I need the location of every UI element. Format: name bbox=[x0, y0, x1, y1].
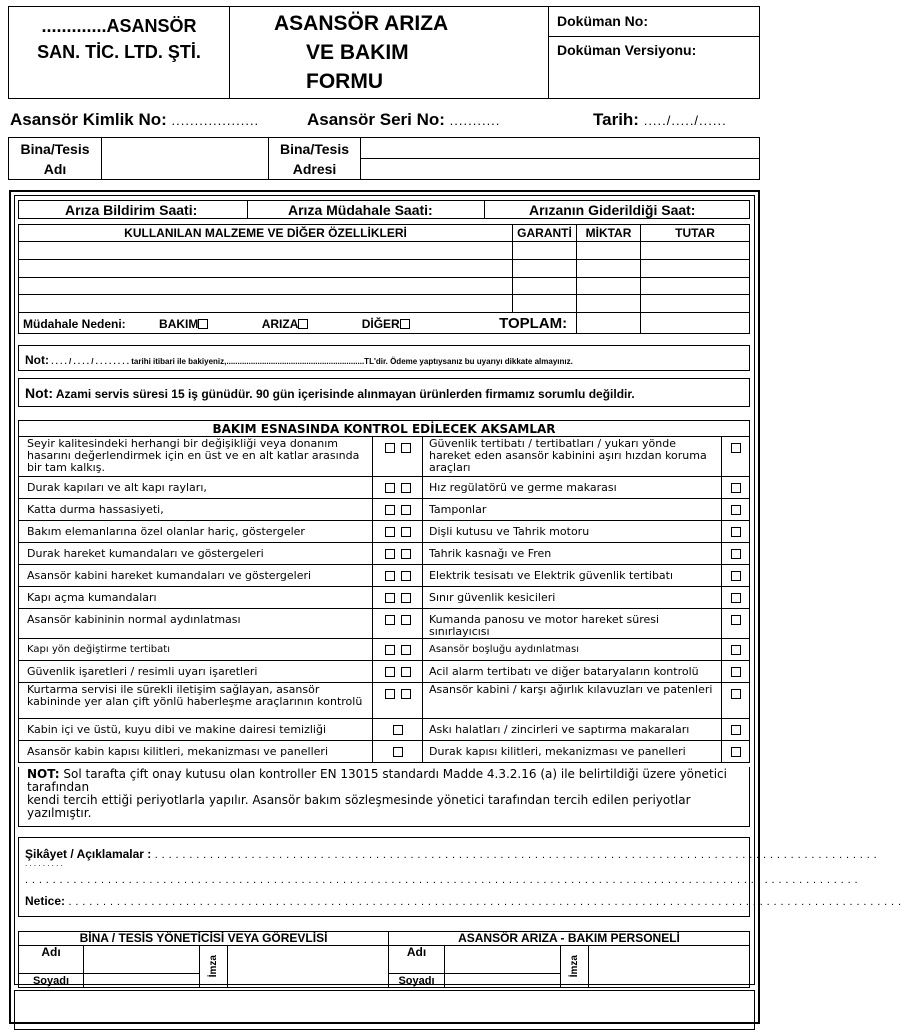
checklist-left-checkboxes bbox=[373, 499, 423, 521]
materials-header-qty: MİKTAR bbox=[577, 225, 641, 242]
checklist-table bbox=[18, 420, 750, 763]
time-table bbox=[18, 200, 750, 219]
right-name-input[interactable] bbox=[445, 946, 561, 974]
checklist-row bbox=[19, 565, 750, 587]
checklist-row bbox=[19, 719, 750, 741]
table-row[interactable] bbox=[19, 242, 750, 260]
complaints-line-2[interactable]: . . . . . . . . . . . . . . . . . . . . . . . . . . . . . . . . . . . . . . . . . . . . . . . . . . . . . . . . . . . . . . . . . . . . . . . . . . . . . . . . . . . . . . . . . . . . . . . . . . . . . . . . . . . . . . . . . . . . . . . . . bbox=[25, 874, 858, 886]
left-name-input[interactable] bbox=[84, 946, 200, 974]
checklist-left-text: Katta durma hassasiyeti, bbox=[19, 499, 373, 521]
checklist-note-text-2: kendi tercih ettiği periyotlarla yapılır. Asansör bakım sözleşmesinde yönetici tarafından tercih edilen periyotlar yazılmıştır. bbox=[27, 793, 691, 820]
checkbox[interactable] bbox=[393, 725, 403, 735]
checkbox[interactable] bbox=[393, 747, 403, 757]
resolved-time-cell[interactable]: Arızanın Giderildiği Saat: bbox=[485, 201, 750, 219]
elevator-id-label: Asansör Kimlik No: bbox=[10, 110, 167, 129]
checklist-left-text: Asansör kabini hareket kumandaları ve göstergeleri bbox=[19, 565, 373, 587]
checklist-row bbox=[19, 521, 750, 543]
intervention-reason-label: Müdahale Nedeni: bbox=[23, 316, 126, 331]
service-note-box bbox=[18, 378, 750, 407]
checklist-left-checkboxes bbox=[373, 543, 423, 565]
checklist-right-text: Acil alarm tertibatı ve diğer bataryaların kontrolü bbox=[423, 661, 722, 683]
checkbox[interactable] bbox=[731, 571, 741, 581]
checklist-left-text: Kapı yön değiştirme tertibatı bbox=[19, 639, 373, 661]
complaints-box bbox=[18, 837, 901, 917]
total-amount-input[interactable] bbox=[641, 313, 750, 334]
checklist-right-checkbox bbox=[722, 661, 750, 683]
checklist-right-checkbox bbox=[722, 477, 750, 499]
checklist-note bbox=[18, 767, 750, 827]
checklist-left-checkboxes bbox=[373, 609, 423, 639]
table-row[interactable] bbox=[19, 278, 750, 295]
checklist-note-text: Sol tarafta çift onay kutusu olan kontroller EN 13015 standardı Madde 4.3.2.16 (a) ile belirtildiği üzere yönetici tarafından bbox=[27, 767, 727, 794]
checklist-left-text: Kapı açma kumandaları bbox=[19, 587, 373, 609]
total-label: TOPLAM: bbox=[499, 314, 568, 332]
checklist-left-checkboxes bbox=[373, 683, 423, 719]
table-row[interactable] bbox=[19, 295, 750, 313]
elevator-id-field[interactable] bbox=[10, 110, 259, 130]
checkbox[interactable] bbox=[385, 593, 395, 603]
balance-note-text: . . . . / . . . . / . . . . . . . . tarihi itibari ile bakiyeniz,..............................................................TL'dir. Ödeme yaptıysanız bu uyarıyı dikkate almayınız. bbox=[49, 357, 573, 366]
checkbox[interactable] bbox=[385, 571, 395, 581]
header-divider-3 bbox=[548, 36, 760, 37]
checklist-row bbox=[19, 587, 750, 609]
checklist-right-checkbox bbox=[722, 587, 750, 609]
checkbox[interactable] bbox=[731, 615, 741, 625]
checklist-row bbox=[19, 683, 750, 719]
company-name bbox=[10, 13, 228, 65]
result-label: Netice: bbox=[25, 894, 66, 908]
doc-version-label: Doküman Versiyonu: bbox=[557, 42, 697, 58]
elevator-serial-label: Asansör Seri No: bbox=[307, 110, 445, 129]
checklist-right-checkbox bbox=[722, 499, 750, 521]
reason-option-bakim[interactable]: BAKIM bbox=[159, 317, 208, 331]
building-name-input[interactable] bbox=[102, 138, 269, 180]
checkbox[interactable] bbox=[401, 527, 411, 537]
checklist-left-checkboxes bbox=[373, 437, 423, 477]
left-surname-input[interactable] bbox=[84, 974, 200, 988]
header-divider-2 bbox=[548, 6, 549, 99]
reason-option-diger[interactable]: DİĞER bbox=[362, 317, 410, 331]
form-title bbox=[232, 9, 548, 96]
checklist-right-text: Kumanda panosu ve motor hareket süresi sınırlayıcısı bbox=[423, 609, 722, 639]
checkbox[interactable] bbox=[731, 689, 741, 699]
checklist-right-text: Güvenlik tertibatı / tertibatları / yukarı yönde hareket eden asansör kabinini aşırı hızdan koruma araçları bbox=[423, 437, 722, 477]
building-address-input-2[interactable] bbox=[361, 159, 760, 180]
intervention-reason-cell bbox=[19, 313, 577, 334]
right-sign-label: İmza bbox=[561, 946, 589, 988]
checklist-right-text: Asansör boşluğu aydınlatması bbox=[423, 639, 722, 661]
checklist-left-text: Asansör kabininin normal aydınlatması bbox=[19, 609, 373, 639]
form-title-line-2: VE BAKIM bbox=[306, 41, 409, 64]
checklist-right-text: Asansör kabini / karşı ağırlık kılavuzları ve patenleri bbox=[423, 683, 722, 719]
checkbox[interactable] bbox=[401, 645, 411, 655]
checklist-right-checkbox bbox=[722, 437, 750, 477]
balance-note-label: Not: bbox=[25, 353, 49, 367]
checkbox[interactable] bbox=[385, 443, 395, 453]
checkbox[interactable] bbox=[401, 443, 411, 453]
checklist-right-checkbox bbox=[722, 543, 750, 565]
checklist-left-checkboxes bbox=[373, 741, 423, 763]
checklist-row bbox=[19, 437, 750, 477]
checklist-row bbox=[19, 639, 750, 661]
right-sign-input[interactable] bbox=[589, 946, 750, 988]
building-table bbox=[8, 137, 760, 180]
materials-header-desc: KULLANILAN MALZEME VE DİĞER ÖZELLİKLERİ bbox=[19, 225, 513, 242]
bottom-box bbox=[14, 990, 755, 1030]
checklist-right-text: Sınır güvenlik kesicileri bbox=[423, 587, 722, 609]
checkbox[interactable] bbox=[731, 667, 741, 677]
checkbox[interactable] bbox=[401, 667, 411, 677]
checklist-left-checkboxes bbox=[373, 719, 423, 741]
checkbox[interactable] bbox=[385, 689, 395, 699]
checklist-left-checkboxes bbox=[373, 661, 423, 683]
checklist-right-text: Tahrik kasnağı ve Fren bbox=[423, 543, 722, 565]
checkbox[interactable] bbox=[385, 483, 395, 493]
service-note-text: Azami servis süresi 15 iş günüdür. 90 gün içerisinde alınmayan ürünlerden firmamız sorumlu değildir. bbox=[53, 387, 635, 401]
checklist-right-checkbox bbox=[722, 719, 750, 741]
checklist-left-text: Asansör kabin kapısı kilitleri, mekanizması ve panelleri bbox=[19, 741, 373, 763]
complaints-line-1[interactable] bbox=[25, 847, 877, 861]
checkbox[interactable] bbox=[401, 483, 411, 493]
checklist-right-text: Durak kapısı kilitleri, mekanizması ve panelleri bbox=[423, 741, 722, 763]
form-title-line-3: FORMU bbox=[306, 70, 383, 93]
checklist-row bbox=[19, 741, 750, 763]
checkbox-diger[interactable] bbox=[400, 319, 410, 329]
table-row[interactable] bbox=[19, 260, 750, 278]
checkbox[interactable] bbox=[385, 527, 395, 537]
complaints-label: Şikâyet / Açıklamalar : bbox=[25, 847, 152, 861]
checklist-right-text: Dişli kutusu ve Tahrik motoru bbox=[423, 521, 722, 543]
checklist-row bbox=[19, 609, 750, 639]
service-note-label: Not: bbox=[25, 385, 53, 401]
form-title-line-1: ASANSÖR ARIZA bbox=[274, 12, 449, 35]
left-surname-label: Soyadı bbox=[19, 974, 84, 988]
result-line[interactable] bbox=[25, 894, 901, 908]
checklist-right-text: Elektrik tesisatı ve Elektrik güvenlik tertibatı bbox=[423, 565, 722, 587]
materials-header-amount: TUTAR bbox=[641, 225, 750, 242]
materials-table bbox=[18, 224, 750, 334]
doc-no-label: Doküman No: bbox=[557, 13, 648, 29]
left-name-label: Adı bbox=[19, 946, 84, 974]
checkbox[interactable] bbox=[731, 443, 741, 453]
checklist-left-checkboxes bbox=[373, 521, 423, 543]
checkbox-bakim[interactable] bbox=[198, 319, 208, 329]
checklist-row bbox=[19, 661, 750, 683]
checklist-left-text: Durak kapıları ve alt kapı rayları, bbox=[19, 477, 373, 499]
checkbox[interactable] bbox=[731, 483, 741, 493]
checkbox[interactable] bbox=[731, 747, 741, 757]
company-line-1: .............ASANSÖR bbox=[41, 16, 197, 36]
checklist-title: BAKIM ESNASINDA KONTROL EDİLECEK AKSAMLAR bbox=[19, 421, 750, 437]
checklist-left-text: Güvenlik işaretleri / resimli uyarı işaretleri bbox=[19, 661, 373, 683]
checkbox[interactable] bbox=[401, 571, 411, 581]
checklist-right-checkbox bbox=[722, 683, 750, 719]
checkbox[interactable] bbox=[385, 667, 395, 677]
checkbox[interactable] bbox=[731, 549, 741, 559]
complaints-dots-1: . . . . . . . . . . . . . . . . . . . . . . . . . . . . . . . . . . . . . . . . . . . . . . . . . . . . . . . . . . . . . . . . . . . . . . . . . . . . . . . . . . . . . . . . . . . . . . . . . . . . . . . . . bbox=[151, 849, 878, 861]
result-dots: . . . . . . . . . . . . . . . . . . . . . . . . . . . . . . . . . . . . . . . . . . . . . . . . . . . . . . . . . . . . . . . . . . . . . . . . . . . . . . . . . . . . . . . . . . . . . . . . . . . . . . . . . . . . . . . . . . . . . . . . . bbox=[65, 896, 901, 908]
report-time-cell[interactable]: Arıza Bildirim Saati: bbox=[19, 201, 248, 219]
materials-header-warranty: GARANTİ bbox=[513, 225, 577, 242]
response-time-cell[interactable]: Arıza Müdahale Saati: bbox=[248, 201, 485, 219]
checkbox[interactable] bbox=[401, 593, 411, 603]
right-surname-input[interactable] bbox=[445, 974, 561, 988]
elevator-id-dots: ................... bbox=[171, 113, 260, 128]
balance-note-box bbox=[18, 345, 750, 371]
checklist-right-checkbox bbox=[722, 565, 750, 587]
checklist-left-text: Durak hareket kumandaları ve göstergeleri bbox=[19, 543, 373, 565]
checkbox[interactable] bbox=[401, 549, 411, 559]
checklist-row bbox=[19, 543, 750, 565]
checkbox[interactable] bbox=[731, 505, 741, 515]
checklist-left-checkboxes bbox=[373, 565, 423, 587]
checkbox[interactable] bbox=[731, 725, 741, 735]
checklist-right-checkbox bbox=[722, 741, 750, 763]
checkbox[interactable] bbox=[401, 689, 411, 699]
checkbox[interactable] bbox=[401, 505, 411, 515]
checkbox[interactable] bbox=[385, 645, 395, 655]
building-name-label: Bina/Tesis Adı bbox=[9, 138, 102, 180]
company-line-2: SAN. TİC. LTD. ŞTİ. bbox=[37, 42, 201, 62]
checklist-left-checkboxes bbox=[373, 639, 423, 661]
building-address-label: Bina/Tesis Adresi bbox=[269, 138, 361, 180]
header-divider-1 bbox=[229, 6, 230, 99]
checkbox[interactable] bbox=[731, 527, 741, 537]
checklist-left-text: Seyir kalitesindeki herhangi bir değişikliği veya donanım hasarını değerlendirmek için en üst ve en alt katlar arasında bir tam kalkış. bbox=[19, 437, 373, 477]
right-name-label: Adı bbox=[389, 946, 445, 974]
reason-option-ariza[interactable]: ARIZA bbox=[262, 317, 309, 331]
checklist-right-checkbox bbox=[722, 639, 750, 661]
left-sign-input[interactable] bbox=[228, 946, 389, 988]
right-surname-label: Soyadı bbox=[389, 974, 445, 988]
checklist-left-checkboxes bbox=[373, 477, 423, 499]
complaints-line-1b: . . . . . . . . . bbox=[25, 859, 63, 868]
checkbox[interactable] bbox=[731, 645, 741, 655]
date-field[interactable] bbox=[593, 110, 727, 130]
checklist-left-text: Bakım elemanlarına özel olanlar hariç, göstergeler bbox=[19, 521, 373, 543]
signature-left-title: BİNA / TESİS YÖNETİCİSİ VEYA GÖREVLİSİ bbox=[19, 932, 389, 946]
elevator-serial-field[interactable] bbox=[307, 110, 500, 130]
checkbox[interactable] bbox=[385, 505, 395, 515]
building-address-input-1[interactable] bbox=[361, 138, 760, 159]
left-sign-label: İmza bbox=[200, 946, 228, 988]
checklist-left-text: Kurtarma servisi ile sürekli iletişim sağlayan, asansör kabininde yer alan çift yönlü haberleşme araçlarının kontrolü bbox=[19, 683, 373, 719]
checklist-right-text: Hız regülatörü ve germe makarası bbox=[423, 477, 722, 499]
checklist-row bbox=[19, 499, 750, 521]
checklist-right-text: Tamponlar bbox=[423, 499, 722, 521]
checkbox[interactable] bbox=[385, 549, 395, 559]
elevator-serial-dots: ........... bbox=[449, 113, 501, 128]
checklist-left-checkboxes bbox=[373, 587, 423, 609]
checklist-right-checkbox bbox=[722, 521, 750, 543]
signature-right-title: ASANSÖR ARIZA - BAKIM PERSONELİ bbox=[389, 932, 750, 946]
checkbox[interactable] bbox=[401, 615, 411, 625]
checklist-note-label: NOT: bbox=[27, 767, 60, 781]
checklist-right-text: Askı halatları / zincirleri ve saptırma makaraları bbox=[423, 719, 722, 741]
checklist-left-text: Kabin içi ve üstü, kuyu dibi ve makine dairesi temizliği bbox=[19, 719, 373, 741]
signature-table bbox=[18, 931, 750, 988]
checkbox[interactable] bbox=[385, 615, 395, 625]
date-label: Tarih: bbox=[593, 110, 639, 129]
checkbox-ariza[interactable] bbox=[298, 319, 308, 329]
checkbox[interactable] bbox=[731, 593, 741, 603]
checklist-right-checkbox bbox=[722, 609, 750, 639]
checklist-row bbox=[19, 477, 750, 499]
date-dots: ...../...../...... bbox=[643, 113, 727, 128]
total-spacer bbox=[577, 313, 641, 334]
